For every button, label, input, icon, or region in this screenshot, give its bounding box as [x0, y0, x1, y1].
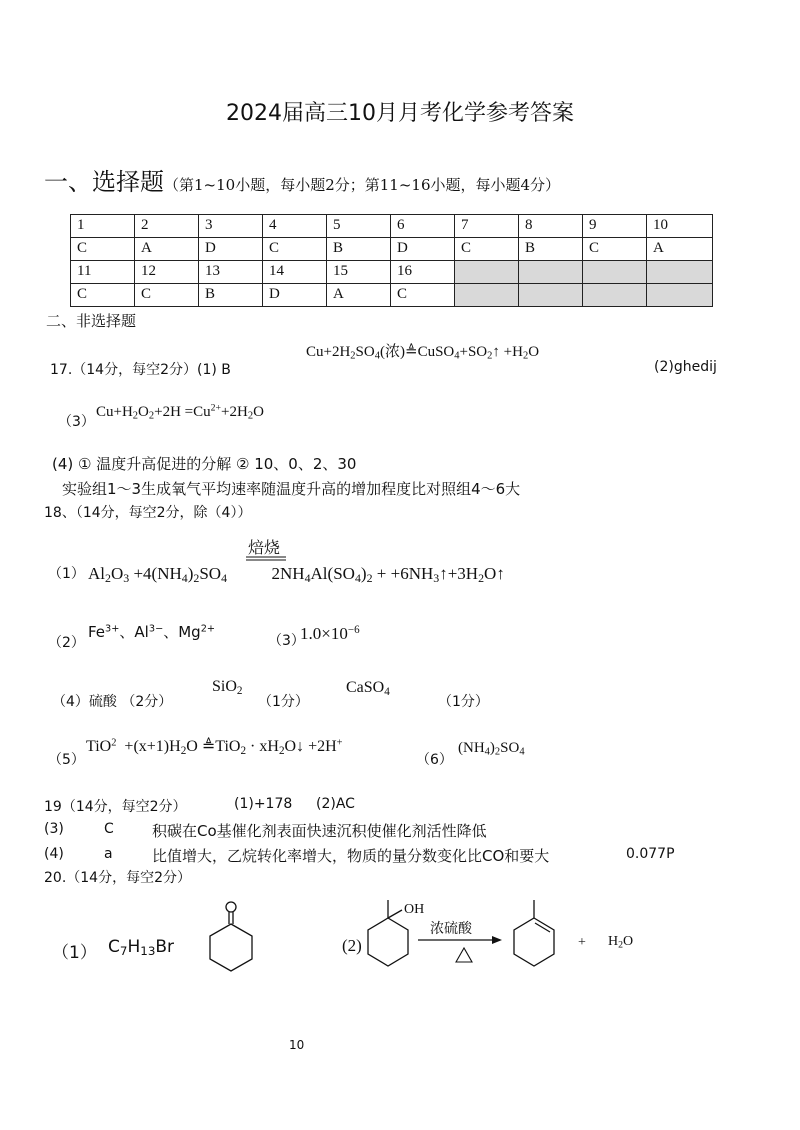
q18-part-1-label: （1） [48, 566, 85, 582]
q19-part-3-num: (3) [44, 821, 64, 837]
table-cell: C [583, 238, 647, 261]
q19-part-4-num: (4) [44, 846, 64, 862]
table-cell: A [135, 238, 199, 261]
q20-part-2-label: (2) [342, 936, 362, 955]
q17-label: 17.（14分，每空2分）(1) B [50, 362, 231, 378]
empty-cell [647, 261, 713, 284]
table-cell: C [71, 238, 135, 261]
table-cell: 8 [519, 215, 583, 238]
table-cell: D [391, 238, 455, 261]
table-cell: 10 [647, 215, 713, 238]
q18-part-4-label: （4）硫酸 （2分） [52, 694, 173, 710]
section-2-heading: 二、非选择题 [46, 312, 137, 330]
table-cell: 15 [327, 261, 391, 284]
q19-part-3-text: 积碳在Co基催化剂表面快速沉积使催化剂活性降低 [152, 822, 487, 840]
q17-part-4-explanation: 实验组1～3生成氧气平均速率随温度升高的增加程度比对照组4～6大 [62, 480, 521, 498]
table-cell: 5 [327, 215, 391, 238]
empty-cell [583, 261, 647, 284]
table-cell: 1 [71, 215, 135, 238]
q18-points-2: （1分） [438, 694, 489, 710]
table-cell: C [455, 238, 519, 261]
q19-part-4-text: 比值增大，乙烷转化率增大，物质的量分数变化比CO和要大 [152, 847, 550, 865]
q18-ions: $Fe^{3+}$、$Al^{3-}$、$Mg^{2+}$ [88, 623, 216, 641]
table-cell: D [199, 238, 263, 261]
hydroxyl-label: OH [404, 902, 425, 917]
q18-part-5-label: （5） [48, 752, 85, 768]
table-cell: 6 [391, 215, 455, 238]
section-1-note: （第1~10小题，每小题2分；第11~16小题，每小题4分） [164, 176, 561, 194]
q18-part-2-label: （2） [48, 635, 85, 651]
empty-cell [455, 284, 519, 307]
q19-part-3-answer: C [104, 821, 114, 837]
q18-sio2: SiO$_2$ [212, 678, 243, 697]
table-row [71, 284, 713, 307]
empty-cell [455, 261, 519, 284]
q19-part-4-value: 0.077P [626, 846, 675, 862]
table-cell: 2 [135, 215, 199, 238]
q18-part-3-value: $1.0\times 10^{-6}$ [300, 623, 360, 643]
plus-sign: + [578, 935, 586, 950]
table-row [71, 215, 713, 238]
q19-label: 19（14分，每空2分） [44, 799, 187, 815]
table-cell: C [135, 284, 199, 307]
table-cell: A [327, 284, 391, 307]
table-cell: 4 [263, 215, 327, 238]
table-cell: A [647, 238, 713, 261]
q20-formula: $C_7H_{13}Br$ [108, 937, 175, 958]
q19-part-2: (2)AC [316, 796, 355, 812]
table-cell: D [263, 284, 327, 307]
section-1-title: 一、选择题 [44, 168, 164, 196]
q18-equation-1: $Al_2O_3 +4(NH_4)_2SO_4$ $2NH_4Al(SO_4)_2$ + $+6NH_3↑+3H_2O↑$ [88, 564, 505, 585]
q18-points-1: （1分） [258, 694, 309, 710]
table-cell: C [71, 284, 135, 307]
answer-table [70, 214, 713, 307]
empty-cell [647, 284, 713, 307]
table-cell: 14 [263, 261, 327, 284]
table-cell: 7 [455, 215, 519, 238]
q18-condition: 焙烧 [248, 538, 281, 557]
condition-double-underline [246, 556, 288, 562]
table-cell: B [327, 238, 391, 261]
empty-cell [583, 284, 647, 307]
cyclohexanone-structure [200, 896, 272, 976]
q19-part-4-answer: a [104, 846, 113, 862]
reaction-reagent: 浓硫酸 [430, 921, 472, 937]
methylcyclohexene-structure [508, 896, 572, 976]
table-cell: 3 [199, 215, 263, 238]
table-cell: 13 [199, 261, 263, 284]
table-cell: B [199, 284, 263, 307]
q20-part-1-label: （1） [52, 943, 97, 963]
empty-cell [519, 284, 583, 307]
table-cell: 12 [135, 261, 199, 284]
water-label: $H_2O$ [608, 934, 634, 951]
q19-part-1: (1)+178 [234, 796, 293, 812]
q18-part-6-label: （6） [416, 752, 453, 768]
table-cell: 9 [583, 215, 647, 238]
q17-part-2: (2)ghedij [654, 359, 717, 375]
page-number: 10 [289, 1038, 305, 1052]
table-row [71, 261, 713, 284]
q18-part-6-value: $(NH_4)_2SO_4$ [458, 740, 525, 758]
table-cell: 16 [391, 261, 455, 284]
table-cell: C [391, 284, 455, 307]
reaction-arrow [418, 936, 504, 966]
q17-equation-3: $Cu+H_2O_2+2H =Cu^{2+}+2H_2O$ [96, 402, 264, 422]
table-cell: 11 [71, 261, 135, 284]
q18-label: 18、（14分，每空2分，除（4）） [44, 505, 252, 521]
q17-part-4: (4) ① 温度升高促进的分解 ② 10、0、2、30 [52, 455, 357, 473]
q17-part-3-label: （3） [58, 414, 95, 430]
table-row [71, 238, 713, 261]
table-cell: C [263, 238, 327, 261]
q18-equation-5: $TiO^2 +(x+1)H_2O$ ≜TiO$_2$ · $xH_2O↓ +2H^+$ [86, 737, 343, 757]
q20-label: 20.（14分，每空2分） [44, 870, 191, 886]
section-1-heading [44, 162, 560, 197]
empty-cell [519, 261, 583, 284]
page-title: 2024届高三10月月考化学参考答案 [226, 101, 574, 126]
q18-part-3-label: （3） [268, 633, 305, 649]
q17-equation-1: $Cu+2H_2SO_4$(浓)$≜CuSO_4+SO_2↑ +H_2O$ [306, 344, 540, 362]
q18-caso4: CaSO$_4$ [346, 679, 390, 698]
table-cell: B [519, 238, 583, 261]
